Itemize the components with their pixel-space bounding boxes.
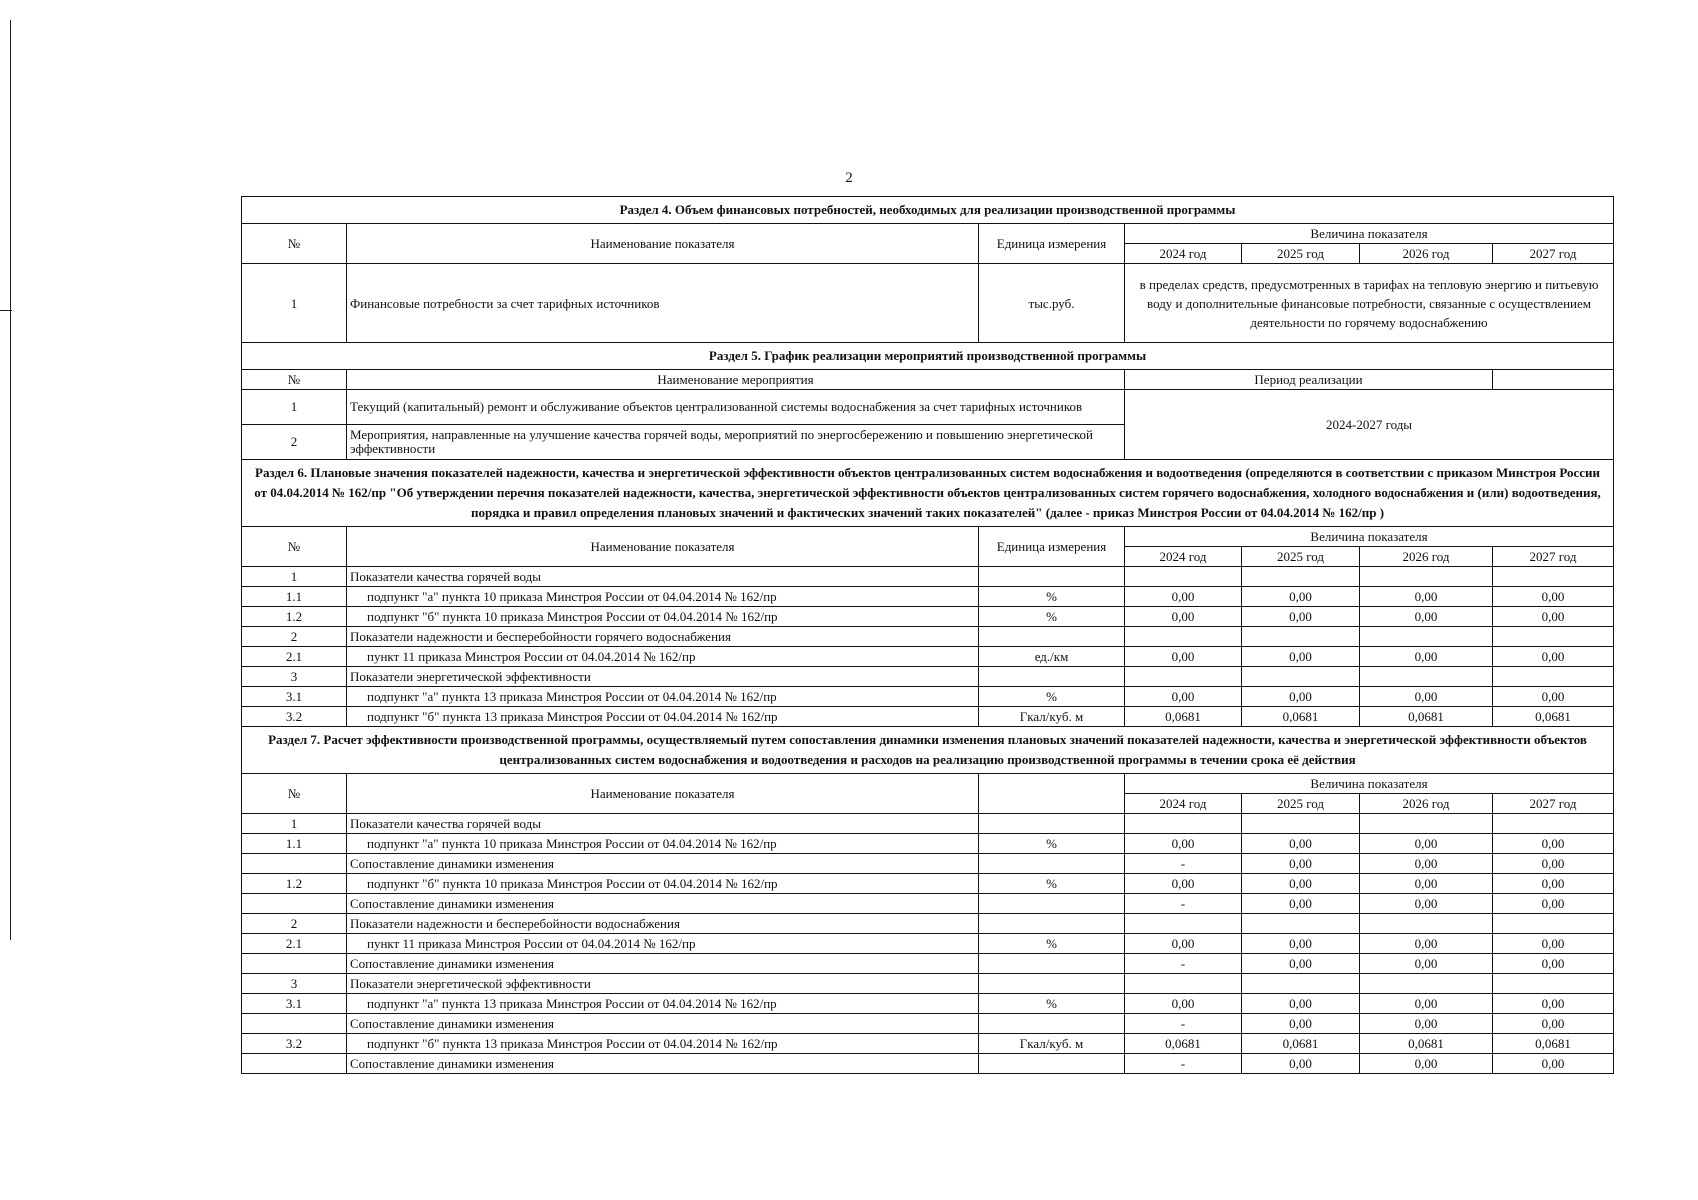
column-header-unit: Единица измерения	[979, 224, 1125, 264]
year-2025: 2025 год	[1242, 547, 1360, 567]
column-header-value: Величина показателя	[1125, 224, 1614, 244]
row-value-2025	[1242, 627, 1360, 647]
row-no	[242, 954, 347, 974]
column-header-unit	[979, 774, 1125, 814]
row-value-2027: 0,00	[1493, 954, 1614, 974]
row-name: пункт 11 приказа Минстроя России от 04.04.2014 № 162/пр	[347, 647, 979, 667]
row-value-2025: 0,00	[1242, 994, 1360, 1014]
empty-cell	[1493, 370, 1614, 390]
document-body	[241, 196, 1613, 1074]
row-value-2026	[1360, 667, 1493, 687]
section4-title-row	[242, 197, 1614, 224]
row-value-2025	[1242, 567, 1360, 587]
row-value-2027: 0,00	[1493, 894, 1614, 914]
row-no: 2	[242, 914, 347, 934]
table-row	[242, 1054, 1614, 1074]
row-name: Показатели качества горячей воды	[347, 567, 979, 587]
section5-title-row	[242, 343, 1614, 370]
row-value: в пределах средств, предусмотренных в тарифах на тепловую энергию и питьевую воду и дополнительные финансовые потребности, связанные с осуществлением деятельности по горячему водоснабжению	[1125, 264, 1614, 343]
row-name: Сопоставление динамики изменения	[347, 1014, 979, 1034]
year-2024: 2024 год	[1125, 794, 1242, 814]
row-no: 2.1	[242, 647, 347, 667]
row-no: 3	[242, 667, 347, 687]
row-unit	[979, 894, 1125, 914]
row-value-2024: -	[1125, 954, 1242, 974]
section4-header-row	[242, 224, 1614, 244]
section7-title-row	[242, 727, 1614, 774]
row-value-2024	[1125, 814, 1242, 834]
row-value-2026: 0,00	[1360, 647, 1493, 667]
row-name: Сопоставление динамики изменения	[347, 894, 979, 914]
row-value-2026: 0,0681	[1360, 707, 1493, 727]
row-value-2025	[1242, 914, 1360, 934]
row-no: 1	[242, 567, 347, 587]
row-name: Сопоставление динамики изменения	[347, 854, 979, 874]
row-value-2024	[1125, 974, 1242, 994]
row-name: подпункт "а" пункта 13 приказа Минстроя России от 04.04.2014 № 162/пр	[347, 687, 979, 707]
row-no	[242, 894, 347, 914]
row-value-2027	[1493, 814, 1614, 834]
row-no: 1.1	[242, 834, 347, 854]
row-unit	[979, 667, 1125, 687]
row-unit	[979, 814, 1125, 834]
row-no: 3	[242, 974, 347, 994]
row-value-2027: 0,00	[1493, 587, 1614, 607]
table-row	[242, 814, 1614, 834]
column-header-no: №	[242, 370, 347, 390]
row-value-2027: 0,00	[1493, 607, 1614, 627]
row-value-2024: -	[1125, 1054, 1242, 1074]
section6-title-row	[242, 460, 1614, 527]
table-row	[242, 627, 1614, 647]
row-value-2027: 0,00	[1493, 994, 1614, 1014]
year-2026: 2026 год	[1360, 794, 1493, 814]
row-value-2027	[1493, 914, 1614, 934]
row-no: 3.2	[242, 1034, 347, 1054]
row-unit	[979, 1054, 1125, 1074]
row-value-2026	[1360, 974, 1493, 994]
row-value-2027: 0,0681	[1493, 707, 1614, 727]
year-2025: 2025 год	[1242, 244, 1360, 264]
table-row	[242, 874, 1614, 894]
row-name: Сопоставление динамики изменения	[347, 954, 979, 974]
row-value-2024: 0,00	[1125, 647, 1242, 667]
year-2027: 2027 год	[1493, 547, 1614, 567]
row-no: 3.1	[242, 687, 347, 707]
row-unit	[979, 974, 1125, 994]
row-name: подпункт "б" пункта 10 приказа Минстроя России от 04.04.2014 № 162/пр	[347, 874, 979, 894]
row-no	[242, 1014, 347, 1034]
column-header-no: №	[242, 224, 347, 264]
table-row	[242, 974, 1614, 994]
row-no: 1	[242, 390, 347, 425]
row-name: Текущий (капитальный) ремонт и обслуживание объектов централизованной системы водоснабжения за счет тарифных источников	[347, 390, 1125, 425]
row-name: подпункт "б" пункта 13 приказа Минстроя России от 04.04.2014 № 162/пр	[347, 1034, 979, 1054]
row-value-2025: 0,00	[1242, 587, 1360, 607]
row-no	[242, 1054, 347, 1074]
column-header-unit: Единица измерения	[979, 527, 1125, 567]
column-header-name: Наименование показателя	[347, 774, 979, 814]
section6-title: Раздел 6. Плановые значения показателей надежности, качества и энергетической эффективности объектов централизованных систем водоснабжения и водоотведения (определяются в соответствии с приказом Минстроя России от 04.04.2014 № 162/пр "Об утверждении перечня показателей надежности, качества, энергетической эффективности объектов централизованных систем горячего водоснабжения, холодного водоснабжения и (или) водоотведения, порядка и правил определения плановых значений и фактических значений таких показателей" (далее - приказ Минстроя России от 04.04.2014 № 162/пр )	[242, 460, 1614, 527]
row-unit	[979, 627, 1125, 647]
row-unit: %	[979, 934, 1125, 954]
row-value-2025: 0,00	[1242, 934, 1360, 954]
scan-edge-line	[10, 20, 11, 940]
row-name: Показатели надежности и бесперебойности водоснабжения	[347, 914, 979, 934]
row-no: 3.2	[242, 707, 347, 727]
row-no: 2	[242, 627, 347, 647]
row-value-2026	[1360, 814, 1493, 834]
row-value-2026: 0,00	[1360, 894, 1493, 914]
table-row	[242, 954, 1614, 974]
row-value-2026	[1360, 914, 1493, 934]
row-unit: %	[979, 834, 1125, 854]
row-name: подпункт "а" пункта 10 приказа Минстроя России от 04.04.2014 № 162/пр	[347, 834, 979, 854]
row-value-2025	[1242, 667, 1360, 687]
table-row	[242, 1014, 1614, 1034]
row-unit: %	[979, 874, 1125, 894]
row-value-2026: 0,00	[1360, 1054, 1493, 1074]
row-value-2026: 0,00	[1360, 994, 1493, 1014]
row-value-2024: -	[1125, 894, 1242, 914]
row-name: подпункт "а" пункта 13 приказа Минстроя России от 04.04.2014 № 162/пр	[347, 994, 979, 1014]
row-value-2027: 0,00	[1493, 1054, 1614, 1074]
row-unit: Гкал/куб. м	[979, 707, 1125, 727]
row-value-2025: 0,0681	[1242, 707, 1360, 727]
row-value-2025: 0,00	[1242, 1014, 1360, 1034]
table-row	[242, 587, 1614, 607]
table-row	[242, 667, 1614, 687]
row-no: 2	[242, 425, 347, 460]
row-value-2025	[1242, 974, 1360, 994]
row-no	[242, 854, 347, 874]
row-value-2025: 0,00	[1242, 854, 1360, 874]
row-name: подпункт "б" пункта 10 приказа Минстроя России от 04.04.2014 № 162/пр	[347, 607, 979, 627]
scan-edge-mark	[0, 310, 12, 311]
table-body	[242, 197, 1614, 1074]
row-unit: %	[979, 687, 1125, 707]
row-value-2024	[1125, 667, 1242, 687]
table-row	[242, 834, 1614, 854]
row-value-2026: 0,00	[1360, 954, 1493, 974]
table-row	[242, 934, 1614, 954]
row-value-2024: 0,00	[1125, 874, 1242, 894]
row-value-2024	[1125, 567, 1242, 587]
row-name: Показатели надежности и бесперебойности горячего водоснабжения	[347, 627, 979, 647]
table-row	[242, 567, 1614, 587]
row-unit: %	[979, 994, 1125, 1014]
row-value-2027: 0,00	[1493, 934, 1614, 954]
main-table	[241, 196, 1614, 1074]
column-header-name: Наименование показателя	[347, 224, 979, 264]
year-2025: 2025 год	[1242, 794, 1360, 814]
row-value-2024: 0,0681	[1125, 707, 1242, 727]
section6-header-row	[242, 527, 1614, 547]
year-2027: 2027 год	[1493, 244, 1614, 264]
row-value-2026: 0,00	[1360, 687, 1493, 707]
column-header-period: Период реализации	[1125, 370, 1493, 390]
row-name: Сопоставление динамики изменения	[347, 1054, 979, 1074]
row-name: Финансовые потребности за счет тарифных источников	[347, 264, 979, 343]
table-row	[242, 647, 1614, 667]
row-value-2025: 0,00	[1242, 647, 1360, 667]
row-value-2024: 0,00	[1125, 994, 1242, 1014]
row-value-2024	[1125, 914, 1242, 934]
row-name: Показатели качества горячей воды	[347, 814, 979, 834]
row-value-2025: 0,0681	[1242, 1034, 1360, 1054]
row-no: 1.2	[242, 607, 347, 627]
row-name: Показатели энергетической эффективности	[347, 974, 979, 994]
row-value-2024: 0,00	[1125, 587, 1242, 607]
row-value-2024: 0,00	[1125, 834, 1242, 854]
section5-title: Раздел 5. График реализации мероприятий производственной программы	[242, 343, 1614, 370]
column-header-name: Наименование показателя	[347, 527, 979, 567]
row-no: 1.1	[242, 587, 347, 607]
row-unit: тыс.руб.	[979, 264, 1125, 343]
row-unit	[979, 854, 1125, 874]
row-no: 1	[242, 264, 347, 343]
row-value-2027: 0,00	[1493, 854, 1614, 874]
row-unit	[979, 914, 1125, 934]
page-number: 2	[845, 170, 853, 186]
row-name: Показатели энергетической эффективности	[347, 667, 979, 687]
row-value-2027: 0,00	[1493, 1014, 1614, 1034]
period-value: 2024-2027 годы	[1125, 390, 1614, 460]
row-value-2025: 0,00	[1242, 1054, 1360, 1074]
section7-header-row	[242, 774, 1614, 794]
row-value-2025: 0,00	[1242, 894, 1360, 914]
row-name: Мероприятия, направленные на улучшение качества горячей воды, мероприятий по энергосбережению и повышению энергетической эффективности	[347, 425, 1125, 460]
row-value-2027: 0,00	[1493, 647, 1614, 667]
row-value-2026: 0,00	[1360, 607, 1493, 627]
row-no: 2.1	[242, 934, 347, 954]
row-value-2026	[1360, 567, 1493, 587]
row-value-2025: 0,00	[1242, 687, 1360, 707]
row-value-2025	[1242, 814, 1360, 834]
row-value-2027: 0,00	[1493, 687, 1614, 707]
row-value-2025: 0,00	[1242, 954, 1360, 974]
year-2026: 2026 год	[1360, 244, 1493, 264]
year-2026: 2026 год	[1360, 547, 1493, 567]
section7-title: Раздел 7. Расчет эффективности производственной программы, осуществляемый путем сопоставления динамики изменения плановых значений показателей надежности, качества и энергетической эффективности объектов централизованных систем водоснабжения и водоотведения и расходов на реализацию производственной программы в течении срока её действия	[242, 727, 1614, 774]
row-value-2027	[1493, 974, 1614, 994]
row-name: пункт 11 приказа Минстроя России от 04.04.2014 № 162/пр	[347, 934, 979, 954]
year-2027: 2027 год	[1493, 794, 1614, 814]
row-unit	[979, 1014, 1125, 1034]
table-row	[242, 894, 1614, 914]
row-value-2027: 0,0681	[1493, 1034, 1614, 1054]
section5-row	[242, 390, 1614, 425]
table-row	[242, 607, 1614, 627]
row-value-2024: 0,00	[1125, 934, 1242, 954]
row-value-2025: 0,00	[1242, 874, 1360, 894]
row-no: 3.1	[242, 994, 347, 1014]
row-value-2024: 0,00	[1125, 687, 1242, 707]
row-no: 1.2	[242, 874, 347, 894]
row-value-2026: 0,00	[1360, 587, 1493, 607]
column-header-value: Величина показателя	[1125, 774, 1614, 794]
row-unit	[979, 567, 1125, 587]
row-value-2026: 0,00	[1360, 1014, 1493, 1034]
table-row	[242, 914, 1614, 934]
table-row	[242, 687, 1614, 707]
column-header-no: №	[242, 527, 347, 567]
row-value-2026: 0,00	[1360, 874, 1493, 894]
row-value-2026: 0,00	[1360, 834, 1493, 854]
row-value-2027	[1493, 667, 1614, 687]
year-2024: 2024 год	[1125, 244, 1242, 264]
section4-title: Раздел 4. Объем финансовых потребностей, необходимых для реализации производственной программы	[242, 197, 1614, 224]
row-name: подпункт "а" пункта 10 приказа Минстроя России от 04.04.2014 № 162/пр	[347, 587, 979, 607]
row-value-2024: 0,00	[1125, 607, 1242, 627]
table-row	[242, 994, 1614, 1014]
row-unit	[979, 954, 1125, 974]
row-value-2027	[1493, 627, 1614, 647]
row-no: 1	[242, 814, 347, 834]
section5-header-row	[242, 370, 1614, 390]
column-header-no: №	[242, 774, 347, 814]
row-value-2026: 0,00	[1360, 854, 1493, 874]
table-row	[242, 707, 1614, 727]
table-row	[242, 854, 1614, 874]
row-unit: %	[979, 587, 1125, 607]
row-value-2027: 0,00	[1493, 834, 1614, 854]
row-value-2026	[1360, 627, 1493, 647]
row-value-2024: -	[1125, 1014, 1242, 1034]
row-value-2024	[1125, 627, 1242, 647]
row-name: подпункт "б" пункта 13 приказа Минстроя России от 04.04.2014 № 162/пр	[347, 707, 979, 727]
row-unit: Гкал/куб. м	[979, 1034, 1125, 1054]
row-value-2024: -	[1125, 854, 1242, 874]
section4-data-row	[242, 264, 1614, 343]
year-2024: 2024 год	[1125, 547, 1242, 567]
row-value-2026: 0,00	[1360, 934, 1493, 954]
row-value-2027: 0,00	[1493, 874, 1614, 894]
table-row	[242, 1034, 1614, 1054]
row-unit: ед./км	[979, 647, 1125, 667]
row-value-2024: 0,0681	[1125, 1034, 1242, 1054]
row-unit: %	[979, 607, 1125, 627]
row-value-2025: 0,00	[1242, 834, 1360, 854]
column-header-event: Наименование мероприятия	[347, 370, 1125, 390]
column-header-value: Величина показателя	[1125, 527, 1614, 547]
row-value-2027	[1493, 567, 1614, 587]
row-value-2025: 0,00	[1242, 607, 1360, 627]
row-value-2026: 0,0681	[1360, 1034, 1493, 1054]
